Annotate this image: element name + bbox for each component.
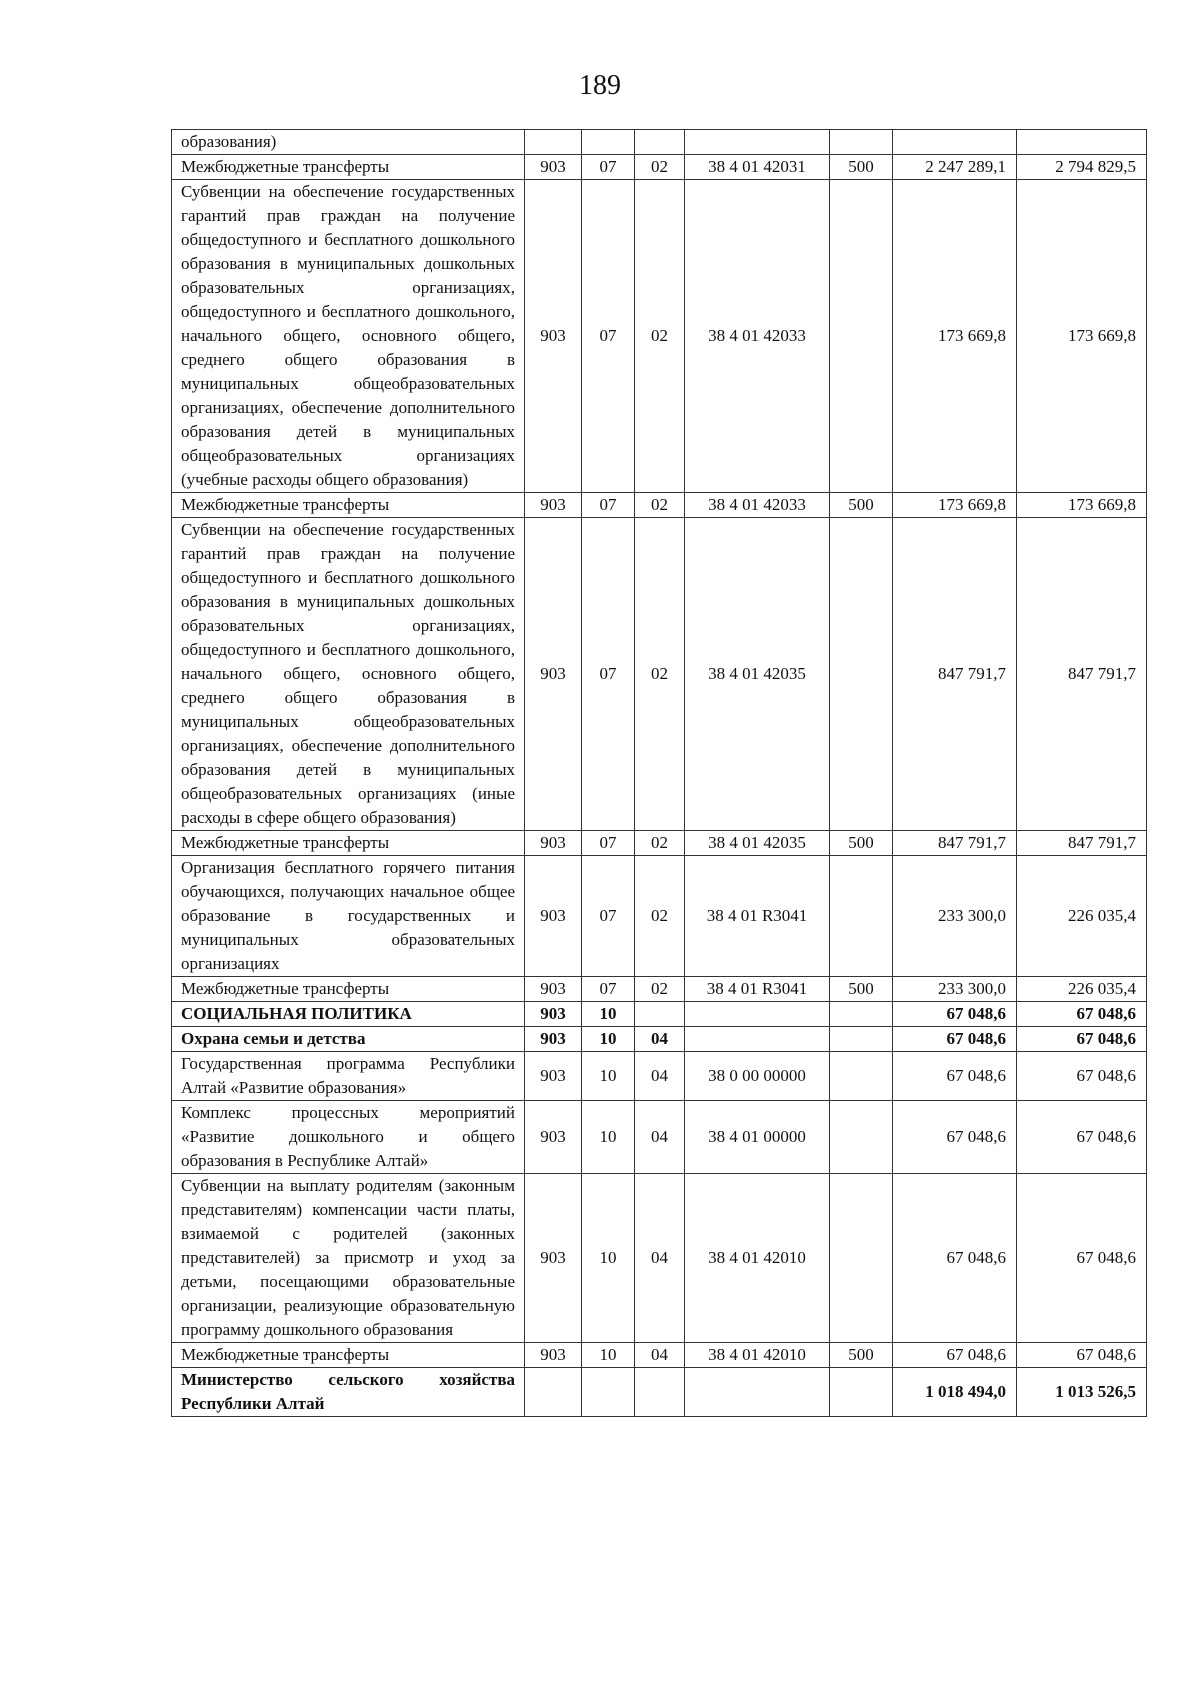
- section-code-cell: [582, 130, 635, 155]
- subsection-code-cell: 02: [635, 856, 685, 977]
- table-row: [172, 1052, 1147, 1101]
- table-row: [172, 155, 1147, 180]
- row-name-cell: Организация бесплатного горячего питания обучающихся, получающих начальное общее образование в государственных и муниципальных образовательных организациях: [172, 856, 525, 977]
- amount-2-cell: 226 035,4: [1017, 977, 1147, 1002]
- subsection-code-cell: 02: [635, 493, 685, 518]
- row-name-cell: Межбюджетные трансферты: [172, 831, 525, 856]
- amount-2-cell: 67 048,6: [1017, 1052, 1147, 1101]
- row-name-cell: Субвенции на обеспечение государственных гарантий прав граждан на получение общедоступного и бесплатного дошкольного образования в муниципальных дошкольных образовательных организациях, общедоступного и бесплатного дошкольного, начального общего, основного общего, среднего общего образования в муниципальных общеобразовательных организациях, обеспечение дополнительного образования детей в муниципальных общеобразовательных организациях (учебные расходы общего образования): [172, 180, 525, 493]
- amount-1-cell: 67 048,6: [893, 1002, 1017, 1027]
- section-code-cell: [582, 1368, 635, 1417]
- table-row: [172, 180, 1147, 493]
- amount-2-cell: 173 669,8: [1017, 180, 1147, 493]
- amount-1-cell: 1 018 494,0: [893, 1368, 1017, 1417]
- expense-type-cell: [830, 1174, 893, 1343]
- expense-type-cell: 500: [830, 831, 893, 856]
- amount-2-cell: 847 791,7: [1017, 831, 1147, 856]
- section-code-cell: 10: [582, 1027, 635, 1052]
- expense-type-cell: 500: [830, 977, 893, 1002]
- amount-1-cell: 173 669,8: [893, 493, 1017, 518]
- amount-1-cell: 847 791,7: [893, 831, 1017, 856]
- subsection-code-cell: [635, 1002, 685, 1027]
- table-row: [172, 1027, 1147, 1052]
- amount-2-cell: 67 048,6: [1017, 1002, 1147, 1027]
- table-row: [172, 130, 1147, 155]
- ministry-code-cell: 903: [525, 180, 582, 493]
- amount-1-cell: 233 300,0: [893, 856, 1017, 977]
- ministry-code-cell: [525, 130, 582, 155]
- target-article-cell: 38 4 01 42035: [685, 831, 830, 856]
- section-code-cell: 07: [582, 977, 635, 1002]
- section-code-cell: 07: [582, 180, 635, 493]
- section-code-cell: 10: [582, 1101, 635, 1174]
- section-code-cell: 10: [582, 1052, 635, 1101]
- ministry-code-cell: [525, 1368, 582, 1417]
- amount-1-cell: [893, 130, 1017, 155]
- subsection-code-cell: 02: [635, 180, 685, 493]
- target-article-cell: 38 4 01 42033: [685, 180, 830, 493]
- section-code-cell: 07: [582, 831, 635, 856]
- row-name-cell: образования): [172, 130, 525, 155]
- amount-1-cell: 67 048,6: [893, 1343, 1017, 1368]
- subsection-code-cell: 02: [635, 977, 685, 1002]
- expense-type-cell: [830, 1027, 893, 1052]
- subsection-code-cell: [635, 130, 685, 155]
- ministry-code-cell: 903: [525, 1002, 582, 1027]
- amount-1-cell: 67 048,6: [893, 1027, 1017, 1052]
- table-row: [172, 1174, 1147, 1343]
- amount-1-cell: 233 300,0: [893, 977, 1017, 1002]
- subsection-code-cell: 02: [635, 155, 685, 180]
- row-name-cell: Субвенции на выплату родителям (законным представителям) компенсации части платы, взимаемой с родителей (законных представителей) за присмотр и уход за детьми, посещающими образовательные организации, реализующие образовательную программу дошкольного образования: [172, 1174, 525, 1343]
- ministry-code-cell: 903: [525, 493, 582, 518]
- section-code-cell: 10: [582, 1343, 635, 1368]
- budget-table: [171, 129, 1147, 1417]
- ministry-code-cell: 903: [525, 1027, 582, 1052]
- section-code-cell: 07: [582, 856, 635, 977]
- target-article-cell: [685, 130, 830, 155]
- subsection-code-cell: 02: [635, 518, 685, 831]
- amount-1-cell: 173 669,8: [893, 180, 1017, 493]
- row-name-cell: Межбюджетные трансферты: [172, 155, 525, 180]
- expense-type-cell: [830, 856, 893, 977]
- ministry-code-cell: 903: [525, 1101, 582, 1174]
- expense-type-cell: [830, 1368, 893, 1417]
- expense-type-cell: [830, 130, 893, 155]
- table-body: [172, 130, 1147, 1417]
- ministry-code-cell: 903: [525, 155, 582, 180]
- subsection-code-cell: [635, 1368, 685, 1417]
- target-article-cell: 38 4 01 42035: [685, 518, 830, 831]
- expense-type-cell: [830, 1002, 893, 1027]
- ministry-code-cell: 903: [525, 1052, 582, 1101]
- table-row: [172, 977, 1147, 1002]
- table-row: [172, 1343, 1147, 1368]
- subsection-code-cell: 04: [635, 1343, 685, 1368]
- table-row: [172, 493, 1147, 518]
- row-name-cell: Комплекс процессных мероприятий «Развитие дошкольного и общего образования в Республике Алтай»: [172, 1101, 525, 1174]
- section-code-cell: 07: [582, 155, 635, 180]
- amount-1-cell: 2 247 289,1: [893, 155, 1017, 180]
- ministry-code-cell: 903: [525, 831, 582, 856]
- section-code-cell: 07: [582, 493, 635, 518]
- subsection-code-cell: 04: [635, 1052, 685, 1101]
- ministry-code-cell: 903: [525, 1174, 582, 1343]
- amount-1-cell: 67 048,6: [893, 1101, 1017, 1174]
- target-article-cell: 38 4 01 42033: [685, 493, 830, 518]
- expense-type-cell: [830, 1101, 893, 1174]
- section-code-cell: 10: [582, 1002, 635, 1027]
- row-name-cell: СОЦИАЛЬНАЯ ПОЛИТИКА: [172, 1002, 525, 1027]
- subsection-code-cell: 02: [635, 831, 685, 856]
- amount-2-cell: 2 794 829,5: [1017, 155, 1147, 180]
- table-row: [172, 856, 1147, 977]
- row-name-cell: Субвенции на обеспечение государственных гарантий прав граждан на получение общедоступного и бесплатного дошкольного образования в муниципальных дошкольных образовательных организациях, общедоступного и бесплатного дошкольного, начального общего, основного общего, среднего общего образования в муниципальных общеобразовательных организациях, обеспечение дополнительного образования детей в муниципальных общеобразовательных организациях (иные расходы в сфере общего образования): [172, 518, 525, 831]
- subsection-code-cell: 04: [635, 1174, 685, 1343]
- ministry-code-cell: 903: [525, 1343, 582, 1368]
- row-name-cell: Межбюджетные трансферты: [172, 493, 525, 518]
- amount-2-cell: 226 035,4: [1017, 856, 1147, 977]
- target-article-cell: [685, 1002, 830, 1027]
- expense-type-cell: 500: [830, 1343, 893, 1368]
- expense-type-cell: 500: [830, 493, 893, 518]
- row-name-cell: Министерство сельского хозяйства Республики Алтай: [172, 1368, 525, 1417]
- table-row: [172, 518, 1147, 831]
- amount-1-cell: 67 048,6: [893, 1052, 1017, 1101]
- expense-type-cell: [830, 1052, 893, 1101]
- section-code-cell: 07: [582, 518, 635, 831]
- row-name-cell: Охрана семьи и детства: [172, 1027, 525, 1052]
- subsection-code-cell: 04: [635, 1101, 685, 1174]
- table-row: [172, 1002, 1147, 1027]
- amount-2-cell: 847 791,7: [1017, 518, 1147, 831]
- expense-type-cell: [830, 180, 893, 493]
- target-article-cell: 38 4 01 42031: [685, 155, 830, 180]
- amount-2-cell: 1 013 526,5: [1017, 1368, 1147, 1417]
- target-article-cell: 38 4 01 42010: [685, 1174, 830, 1343]
- table-row: [172, 1368, 1147, 1417]
- amount-2-cell: 67 048,6: [1017, 1174, 1147, 1343]
- target-article-cell: [685, 1027, 830, 1052]
- target-article-cell: 38 4 01 R3041: [685, 856, 830, 977]
- section-code-cell: 10: [582, 1174, 635, 1343]
- page-number: 189: [579, 70, 621, 101]
- ministry-code-cell: 903: [525, 856, 582, 977]
- table-row: [172, 831, 1147, 856]
- subsection-code-cell: 04: [635, 1027, 685, 1052]
- expense-type-cell: 500: [830, 155, 893, 180]
- target-article-cell: 38 4 01 00000: [685, 1101, 830, 1174]
- row-name-cell: Межбюджетные трансферты: [172, 977, 525, 1002]
- target-article-cell: 38 4 01 R3041: [685, 977, 830, 1002]
- amount-2-cell: [1017, 130, 1147, 155]
- amount-2-cell: 67 048,6: [1017, 1343, 1147, 1368]
- target-article-cell: 38 4 01 42010: [685, 1343, 830, 1368]
- amount-2-cell: 67 048,6: [1017, 1101, 1147, 1174]
- amount-1-cell: 67 048,6: [893, 1174, 1017, 1343]
- row-name-cell: Межбюджетные трансферты: [172, 1343, 525, 1368]
- row-name-cell: Государственная программа Республики Алтай «Развитие образования»: [172, 1052, 525, 1101]
- amount-2-cell: 67 048,6: [1017, 1027, 1147, 1052]
- target-article-cell: [685, 1368, 830, 1417]
- table-row: [172, 1101, 1147, 1174]
- target-article-cell: 38 0 00 00000: [685, 1052, 830, 1101]
- amount-1-cell: 847 791,7: [893, 518, 1017, 831]
- ministry-code-cell: 903: [525, 977, 582, 1002]
- ministry-code-cell: 903: [525, 518, 582, 831]
- expense-type-cell: [830, 518, 893, 831]
- amount-2-cell: 173 669,8: [1017, 493, 1147, 518]
